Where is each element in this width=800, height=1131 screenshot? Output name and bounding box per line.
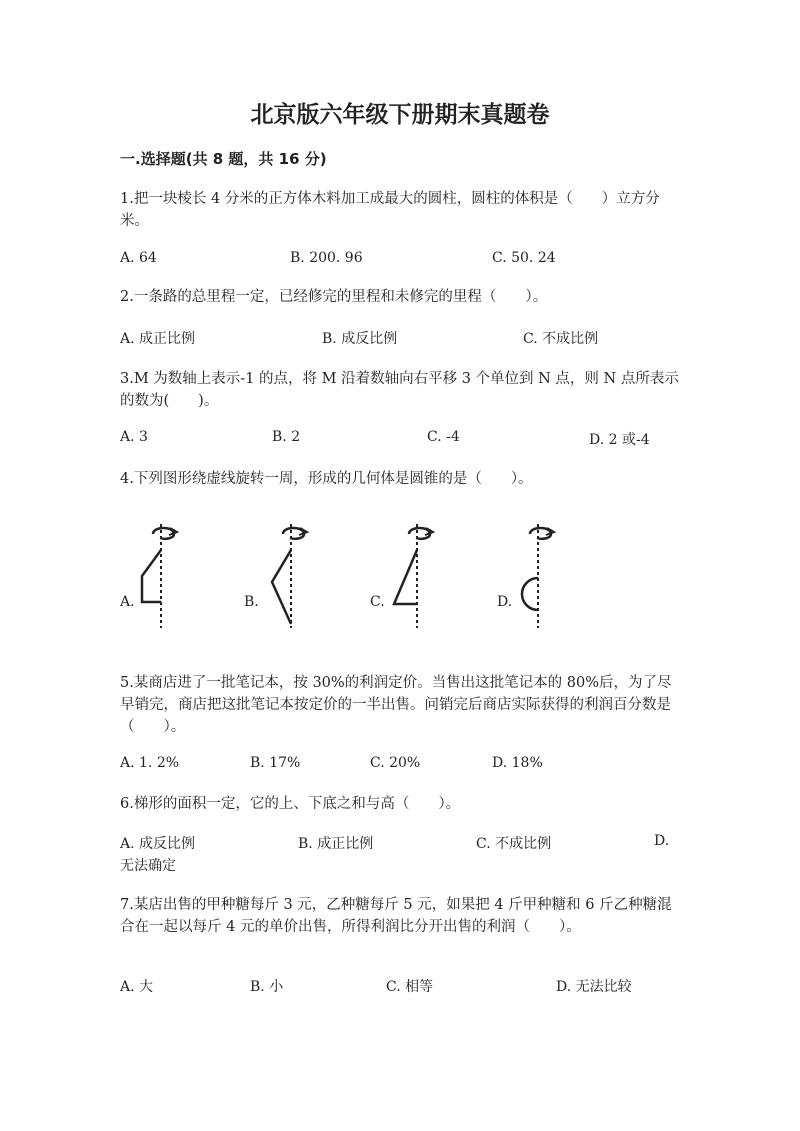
q7-option-b[interactable]: B. 小 [250, 979, 284, 995]
q4-option-b[interactable]: B. [244, 594, 259, 610]
question-3: 3.M 为数轴上表示-1 的点，将 M 沿着数轴向右平移 3 个单位到 N 点，则 N 点所表示的数为( )。 [120, 371, 679, 409]
q4-option-c[interactable]: C. [370, 594, 385, 610]
q5-option-d[interactable]: D. 18% [492, 755, 543, 771]
question-6: 6.梯形的面积一定，它的上、下底之和与高（ ）。 [120, 796, 461, 812]
figure-c-right-triangle [384, 520, 444, 630]
q7-option-a[interactable]: A. 大 [120, 979, 154, 995]
q2-option-b[interactable]: B. 成反比例 [322, 331, 398, 347]
q5-option-b[interactable]: B. 17% [250, 755, 301, 771]
q7-option-d[interactable]: D. 无法比较 [556, 979, 632, 995]
question-1: 1.把一块棱长 4 分米的正方体木料加工成最大的圆柱，圆柱的体积是（ ）立方分米。 [120, 191, 660, 229]
page-title: 北京版六年级下册期末真题卷 [250, 102, 550, 128]
figure-b-triangle [262, 520, 322, 630]
section-heading: 一.选择题(共 8 题，共 16 分) [120, 150, 327, 168]
q6-option-b[interactable]: B. 成正比例 [298, 836, 374, 852]
q6-option-a[interactable]: A. 成反比例 [120, 836, 196, 852]
q2-option-c[interactable]: C. 不成比例 [523, 331, 599, 347]
q3-option-d[interactable]: D. 2 或-4 [589, 432, 650, 448]
q3-option-b[interactable]: B. 2 [272, 429, 301, 445]
q5-option-c[interactable]: C. 20% [370, 755, 421, 771]
q6-option-c[interactable]: C. 不成比例 [476, 836, 552, 852]
q5-option-a[interactable]: A. 1. 2% [120, 755, 180, 771]
q7-option-c[interactable]: C. 相等 [386, 979, 434, 995]
q4-option-d[interactable]: D. [497, 594, 513, 610]
q3-option-a[interactable]: A. 3 [120, 429, 148, 445]
q6-option-d-text[interactable]: 无法确定 [120, 858, 176, 874]
q1-option-b[interactable]: B. 200. 96 [290, 250, 363, 266]
q6-option-d[interactable]: D. [654, 833, 670, 849]
q1-option-c[interactable]: C. 50. 24 [492, 250, 556, 266]
figure-d-semicircle [512, 520, 572, 630]
q3-option-c[interactable]: C. -4 [427, 429, 460, 445]
question-4: 4.下列图形绕虚线旋转一周，形成的几何体是圆锥的是（ ）。 [120, 471, 533, 487]
question-7: 7.某店出售的甲种糖每斤 3 元，乙种糖每斤 5 元，如果把 4 斤甲种糖和 6 斤乙种糖混合在一起以每斤 4 元的单价出售，所得利润比分开出售的利润（ ）。 [120, 897, 672, 935]
question-2: 2.一条路的总里程一定，已经修完的里程和未修完的里程（ ）。 [120, 289, 548, 305]
q1-option-a[interactable]: A. 64 [120, 250, 157, 266]
q2-option-a[interactable]: A. 成正比例 [120, 331, 196, 347]
figure-a-right-trapezoid [130, 520, 190, 630]
q4-option-a[interactable]: A. [120, 594, 135, 610]
question-5: 5.某商店进了一批笔记本，按 30%的利润定价。当售出这批笔记本的 80%后，为了尽早销完，商店把这批笔记本按定价的一半出售。问销完后商店实际获得的利润百分数是（ ）。 [120, 675, 672, 735]
